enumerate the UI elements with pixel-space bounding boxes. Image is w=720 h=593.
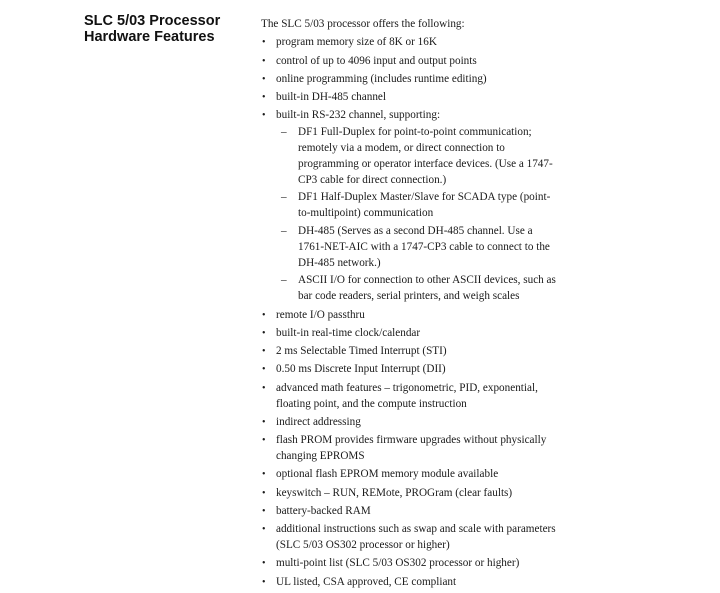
list-item: • keyswitch – RUN, REMote, PROGram (clear faults) — [261, 486, 561, 502]
bullet-icon: • — [262, 524, 266, 536]
feature-list — [261, 35, 561, 590]
sub-list-item: – DH-485 (Serves as a second DH-485 channel. Use a 1761-NET-AIC with a 1747-CP3 cable to connect to the DH-485 network.) — [281, 225, 550, 269]
bullet-icon: • — [262, 505, 266, 517]
sub-list-item: – DF1 Half-Duplex Master/Slave for SCADA type (point-to-multipoint) communication — [281, 191, 551, 220]
dash-icon: – — [281, 191, 287, 204]
bullet-icon: • — [262, 435, 266, 447]
bullet-icon: • — [262, 487, 266, 499]
bullet-icon: • — [262, 110, 266, 122]
bullet-icon: • — [262, 382, 266, 394]
list-item: • multi-point list (SLC 5/03 OS302 processor or higher) — [261, 556, 561, 572]
bullet-icon: • — [262, 469, 266, 481]
list-item: • control of up to 4096 input and output points — [261, 54, 561, 70]
sub-list-item: – DF1 Full-Duplex for point-to-point communication; remotely via a modem, or direct connection to programming or operator interface devices. (Use a 1747-CP3 cable for direct connection.) — [281, 126, 553, 186]
list-item: • indirect addressing — [261, 415, 561, 431]
list-item: • flash PROM provides firmware upgrades without physically changing EPROMS — [262, 434, 547, 462]
list-item: • optional flash EPROM memory module available — [261, 467, 561, 483]
list-item: • built-in DH-485 channel — [261, 90, 561, 106]
bullet-icon: • — [262, 364, 266, 376]
sub-list-item: – ASCII I/O for connection to other ASCII devices, such as bar code readers, serial printers, and weigh scales — [281, 274, 556, 303]
bullet-icon: • — [262, 416, 266, 428]
bullet-icon: • — [262, 55, 266, 67]
rs232-sub-list — [276, 125, 561, 305]
list-item: • 2 ms Selectable Timed Interrupt (STI) — [261, 344, 561, 360]
features-content — [261, 17, 561, 593]
bullet-icon: • — [262, 576, 266, 588]
list-item: • program memory size of 8K or 16K — [261, 35, 561, 51]
dash-icon: – — [281, 126, 287, 139]
bullet-icon: • — [262, 558, 266, 570]
list-item: • battery-backed RAM — [261, 504, 561, 520]
list-item: • built-in RS-232 channel, supporting: – DF1 Full-Duplex for point-to-point communication; remotely via a modem, or direct connection to programming or operator interface devices. (Use a 1747-CP3 cable for direct connection.) – DF1 Half-Duplex Master/Slave for SCADA type (point-to-multipoint) communication – DH-485 (Serves as a second DH-485 channel. Use a 1761-NET-AIC with a 1747-CP3 cable to connect to the DH-485 network.) – ASCII I/O for connection to other ASCII devices, such as bar code readers, serial printers, and weigh scales — [261, 108, 561, 305]
bullet-icon: • — [262, 37, 266, 49]
bullet-icon: • — [262, 327, 266, 339]
list-item: • built-in real-time clock/calendar — [261, 326, 561, 342]
dash-icon: – — [281, 225, 287, 238]
list-item: • online programming (includes runtime editing) — [261, 72, 561, 88]
bullet-icon: • — [262, 309, 266, 321]
list-item: • additional instructions such as swap and scale with parameters (SLC 5/03 OS302 processor or higher) — [262, 523, 556, 551]
intro-text: The SLC 5/03 processor offers the following: — [261, 18, 465, 30]
list-item: • remote I/O passthru — [261, 308, 561, 324]
dash-icon: – — [281, 274, 287, 287]
list-item: • advanced math features – trigonometric, PID, exponential, floating point, and the compute instruction — [262, 381, 538, 410]
list-item: • UL listed, CSA approved, CE compliant — [261, 575, 561, 591]
bullet-icon: • — [262, 73, 266, 85]
section-heading: SLC 5/03 Processor Hardware Features — [84, 13, 221, 45]
bullet-icon: • — [262, 92, 266, 104]
list-item: • 0.50 ms Discrete Input Interrupt (DII) — [261, 362, 561, 378]
bullet-icon: • — [262, 346, 266, 358]
